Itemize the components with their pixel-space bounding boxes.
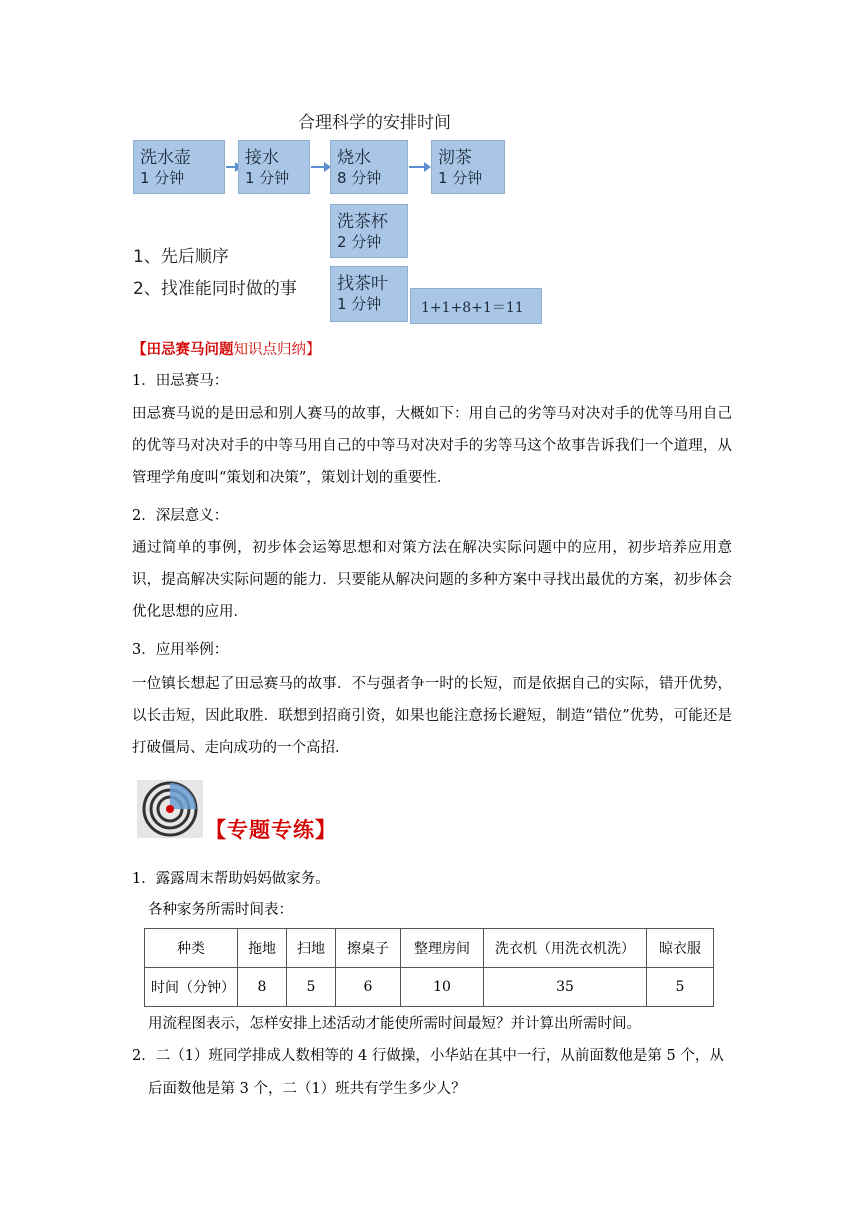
table-cell: 35 <box>484 968 647 1007</box>
practice-banner: 【专题专练】 <box>205 817 337 842</box>
table-cell: 拖地 <box>238 929 287 968</box>
step-box-wash-kettle: 洗水壶 1 分钟 <box>133 140 225 194</box>
section-heading: 【田忌赛马问题知识点归纳】 <box>132 341 321 358</box>
step-box-get-water: 接水 1 分钟 <box>238 140 310 194</box>
item-label-1: 1．田忌赛马： <box>132 373 229 389</box>
question-2-line-2: 后面数他是第 3 个，二（1）班共有学生多少人？ <box>148 1081 466 1097</box>
question-1: 1．露露周末帮助妈妈做家务。 <box>132 871 330 887</box>
arrow-icon <box>311 166 325 168</box>
diagram-note-1: 1、先后顺序 <box>133 247 229 267</box>
arrow-icon <box>409 166 425 168</box>
item-text-2: 通过简单的事例，初步体会运筹思想和对策方法在解决实际问题中的应用，初步培养应用意识，提高解决实际问题的能力．只要能从解决问题的多种方案中寻找出最优的方案，初步体会优化思想的应用． <box>132 540 732 620</box>
table-row <box>145 968 714 1007</box>
table-cell: 洗衣机（用洗衣机洗） <box>484 929 647 968</box>
table-cell: 整理房间 <box>401 929 484 968</box>
question-1-ask: 用流程图表示，怎样安排上述活动才能使所需时间最短？并计算出所需时间。 <box>148 1016 641 1032</box>
question-2-line-1: 2．二（1）班同学排成人数相等的 4 行做操，小华站在其中一行，从前面数他是第 5 个，从 <box>132 1048 724 1064</box>
item-text-3: 一位镇长想起了田忌赛马的故事．不与强者争一时的长短，而是依据自己的实际，错开优势，以长击短，因此取胜．联想到招商引资，如果也能注意扬长避短，制造“错位”优势，可能还是打破僵局、走向成功的一个高招． <box>132 676 732 756</box>
step-box-boil-water: 烧水 8 分钟 <box>330 140 408 194</box>
table-cell: 5 <box>647 968 714 1007</box>
diagram-note-2: 2、找准能同时做的事 <box>133 279 297 299</box>
time-arrangement-diagram <box>128 100 548 330</box>
parallel-box-find-tea: 找茶叶 1 分钟 <box>330 266 408 322</box>
step-box-make-tea: 沏茶 1 分钟 <box>431 140 505 194</box>
table-header-row <box>145 929 714 968</box>
question-1-sub: 各种家务所需时间表： <box>148 902 293 918</box>
table-cell: 晾衣服 <box>647 929 714 968</box>
table-cell: 5 <box>287 968 336 1007</box>
table-cell: 8 <box>238 968 287 1007</box>
item-label-2: 2．深层意义： <box>132 508 229 524</box>
table-cell: 擦桌子 <box>336 929 401 968</box>
diagram-title: 合理科学的安排时间 <box>298 113 451 133</box>
table-cell: 10 <box>401 968 484 1007</box>
target-logo-icon <box>137 780 203 838</box>
table-cell: 种类 <box>145 929 238 968</box>
chores-time-table <box>144 928 714 1007</box>
calc-box: 1+1+8+1＝11 <box>410 288 542 324</box>
item-text-1: 田忌赛马说的是田忌和别人赛马的故事，大概如下：用自己的劣等马对决对手的优等马用自己的优等马对决对手的中等马用自己的中等马对决对手的劣等马这个故事告诉我们一个道理，从管理学角度叫“策划和决策”，策划计划的重要性． <box>132 406 732 486</box>
table-cell: 6 <box>336 968 401 1007</box>
parallel-box-wash-cups: 洗茶杯 2 分钟 <box>330 204 408 258</box>
table-cell: 扫地 <box>287 929 336 968</box>
arrow-icon <box>226 166 236 168</box>
table-cell: 时间（分钟） <box>145 968 238 1007</box>
item-label-3: 3．应用举例： <box>132 642 229 658</box>
